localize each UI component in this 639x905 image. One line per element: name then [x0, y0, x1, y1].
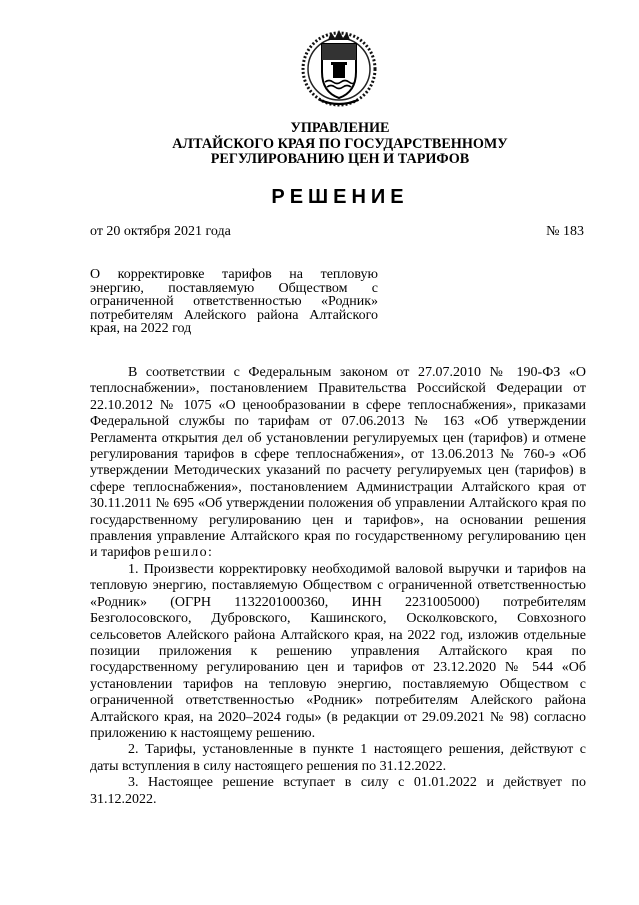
coat-of-arms-icon [298, 26, 380, 108]
item-3-paragraph: 3. Настоящее решение вступает в силу с 01.01.2022 и действует по 31.12.2022. [90, 775, 586, 807]
decided-colon: : [208, 545, 212, 561]
authority-line-1: УПРАВЛЕНИЕ [290, 120, 390, 136]
document-date: от 20 октября 2021 года [90, 224, 231, 239]
document-body [90, 365, 586, 808]
preamble-text: В соответствии с Федеральным законом от 27.07.2010 № 190-ФЗ «О теплоснабжении», постановлением Правительства Российской Федерации от 22.10.2012 № 1075 «О ценообразовании в сфере теплоснабжения», приказами Федеральной службы по тарифам от 07.06.2013 № 163 «Об утверждении Регламента открытия дел об установлении регулируемых цен (тарифов) и отмене регулирования тарифов в сфере теплоснабжения», от 13.06.2013 № 760-э «Об утверждении Методических указаний по расчету регулируемых цен (тарифов) в сфере теплоснабжения», постановлением Администрации Алтайского края от 30.11.2011 № 695 «Об утверждении положения об управлении Алтайского края по государственному регулированию цен и тарифов», на основании решения правления управление Алтайского края по государственному регулированию цен и тарифов [90, 365, 586, 561]
preamble-paragraph [90, 365, 586, 562]
document-title: РЕШЕНИЕ [271, 186, 409, 208]
item-1-paragraph: 1. Произвести корректировку необходимой валовой выручки и тарифов на тепловую энергию, поставляемую Обществом с ограниченной ответственностью «Родник» (ОГРН 1132201000360, ИНН 2231005000) потребителям Безголосовского, Дубровского, Кашинского, Осколковского, Совхозного сельсоветов Алейского района Алтайского края, на 2022 год, изложив отдельные позиции приложения к решению управления Алтайского края по государственному регулированию цен и тарифов от 23.12.2020 № 544 «Об установлении тарифов на тепловую энергию, поставляемую Обществом с ограниченной ответственностью «Родник» потребителям Алейского района Алтайского края, на 2020–2024 годы» (в редакции от 29.09.2021 № 98) согласно приложению к настоящему решению. [90, 561, 586, 741]
issuing-authority [120, 121, 560, 168]
document-number: № 183 [546, 224, 584, 239]
item-2-paragraph: 2. Тарифы, установленные в пункте 1 настоящего решения, действуют с даты вступления в силу настоящего решения по 31.12.2022. [90, 742, 586, 774]
authority-line-3: РЕГУЛИРОВАНИЮ ЦЕН И ТАРИФОВ [210, 151, 470, 167]
authority-line-2: АЛТАЙСКОГО КРАЯ ПО ГОСУДАРСТВЕННОМУ [172, 135, 508, 152]
document-subject: О корректировке тарифов на тепловую энергию, поставляемую Обществом с ограниченной ответственностью «Родник» потребителям Алейского района Алтайского края, на 2022 год [90, 267, 378, 337]
decided-word: решило [154, 545, 209, 561]
